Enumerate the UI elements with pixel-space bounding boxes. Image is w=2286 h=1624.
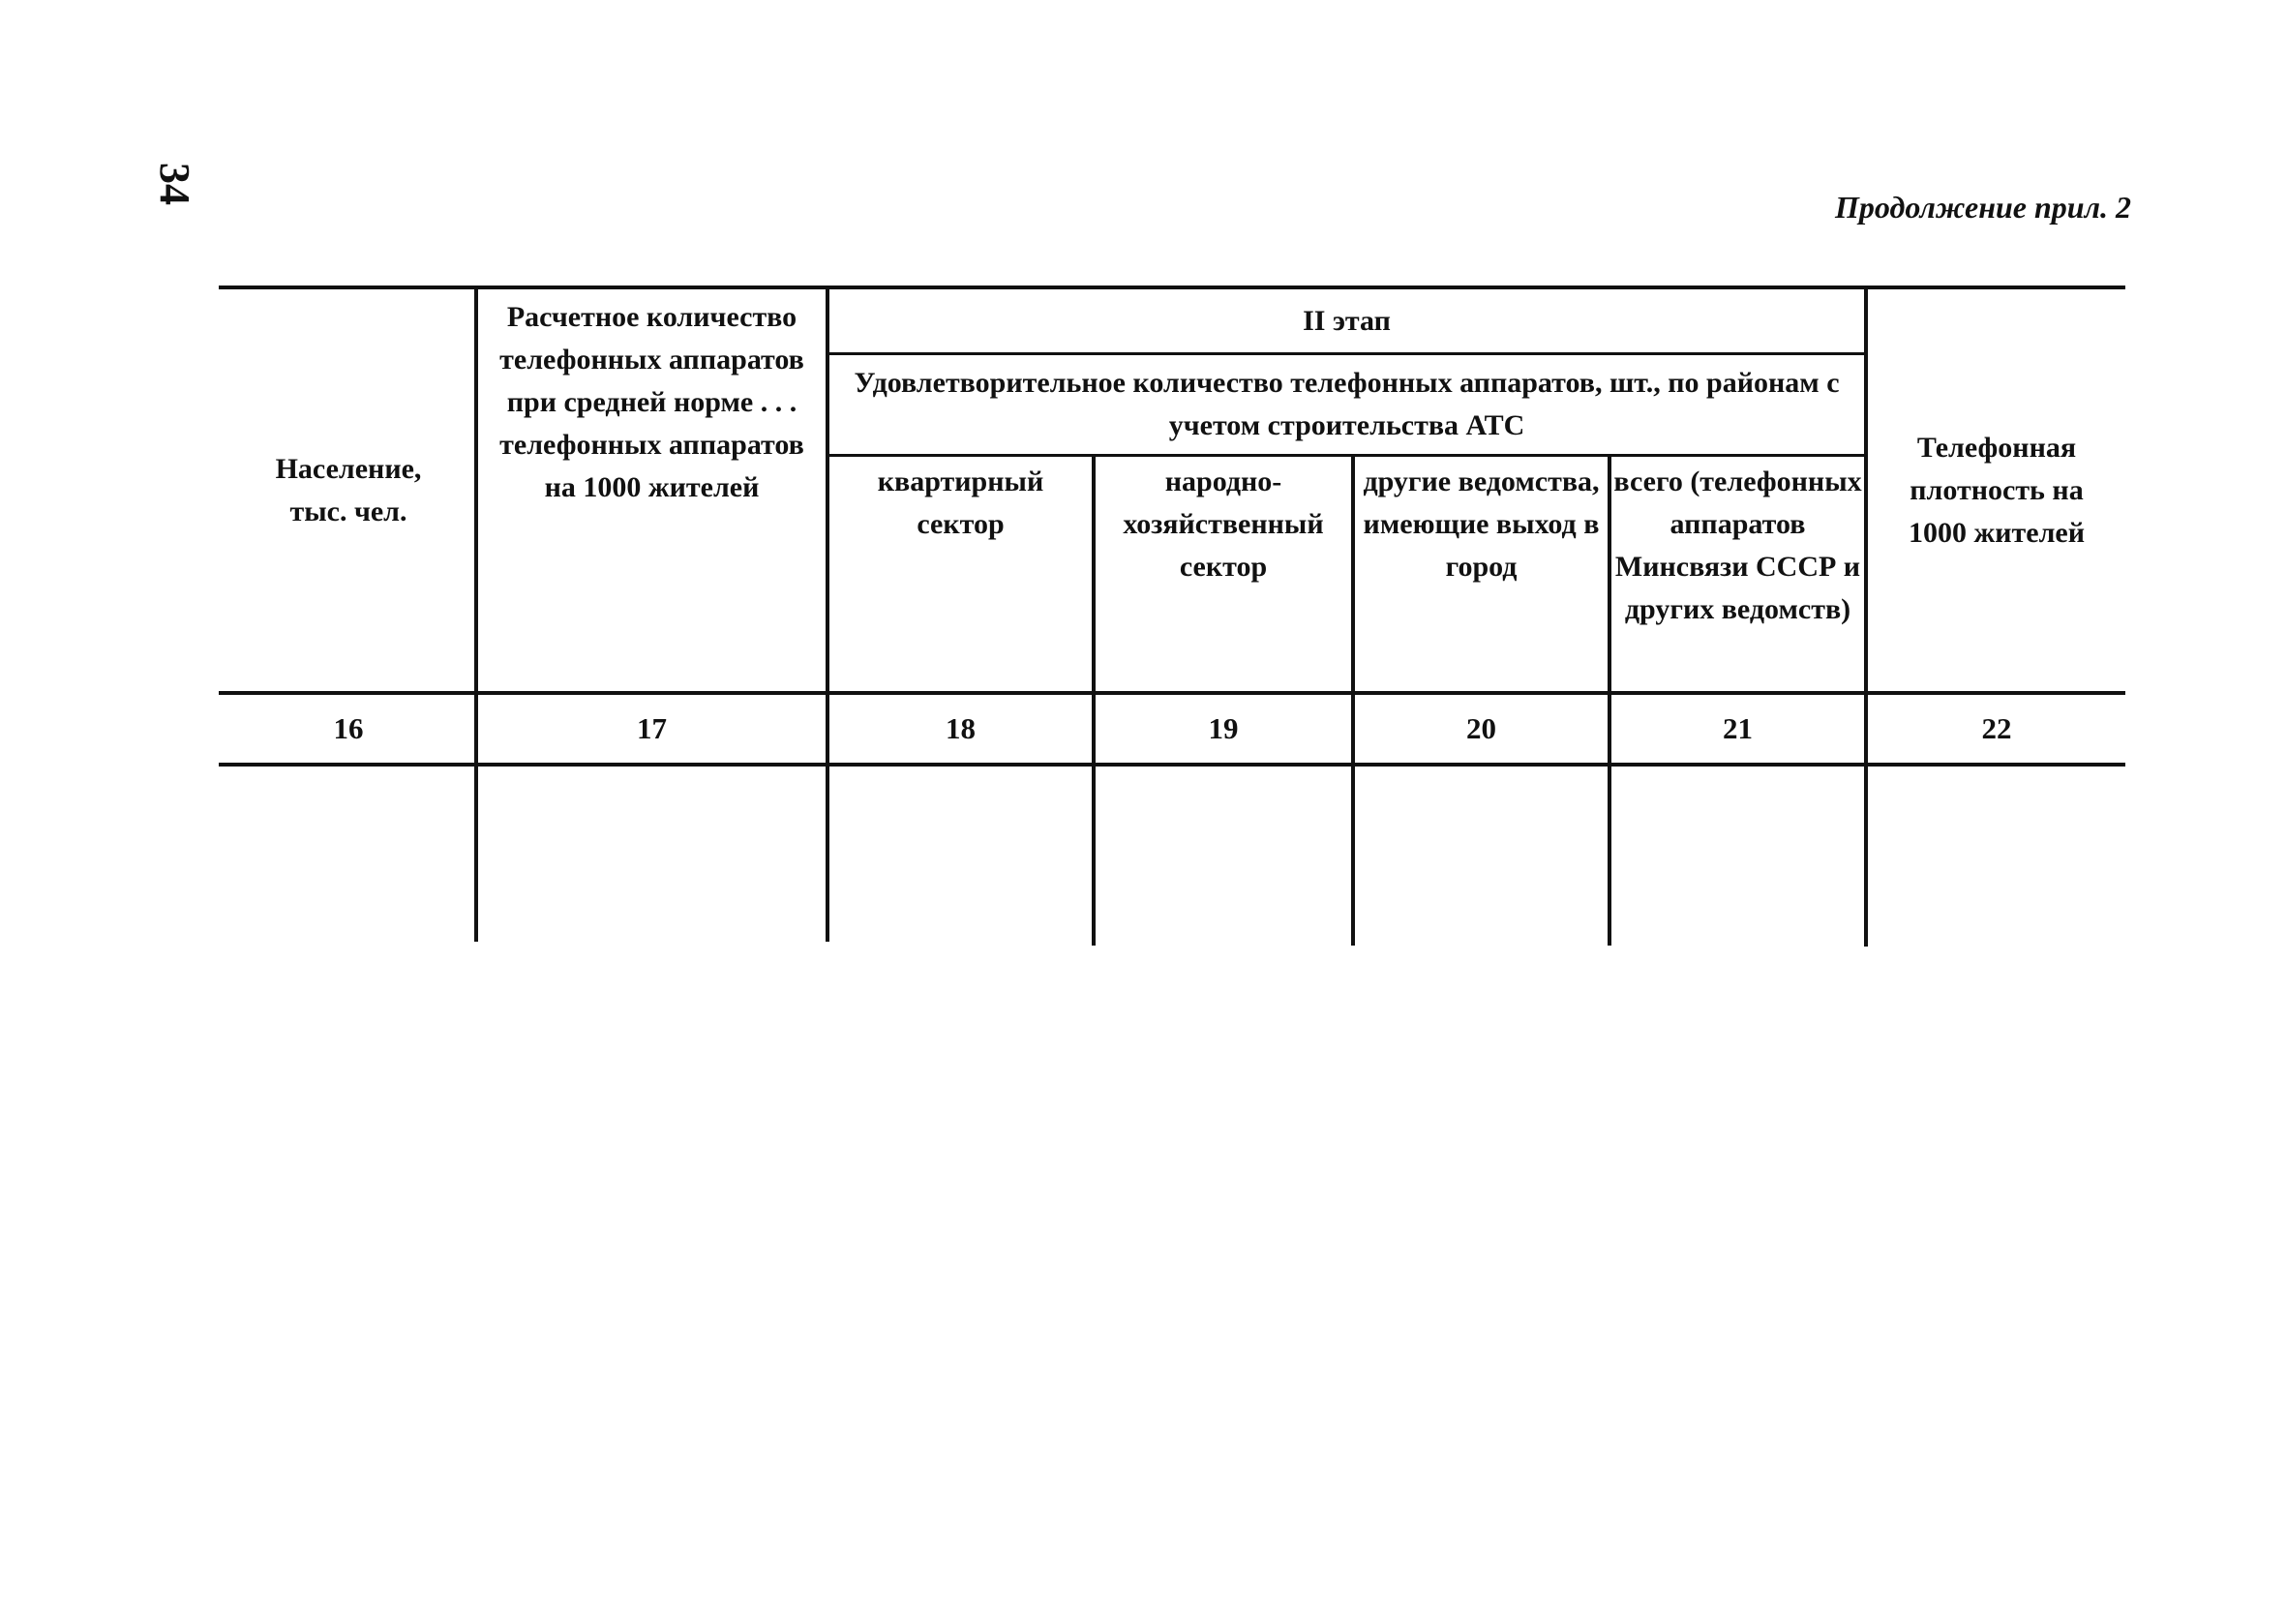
header-economic-label: народно-хозяйственный сектор bbox=[1123, 466, 1324, 583]
header-total bbox=[1611, 461, 1864, 691]
column-number-19: 19 bbox=[1208, 711, 1239, 745]
page-number: 34 bbox=[151, 163, 198, 205]
header-stage-label: II этап bbox=[1303, 305, 1391, 337]
header-total-label: всего (телефонных аппаратов Минсвязи СССР и других ведомств) bbox=[1613, 466, 1862, 625]
header-population bbox=[223, 290, 474, 691]
column-number-16: 16 bbox=[333, 711, 364, 745]
header-other-agencies-label: другие ведомства, имеющие выход в город bbox=[1363, 466, 1600, 583]
column-number-17: 17 bbox=[637, 711, 667, 745]
header-residential bbox=[829, 461, 1092, 691]
header-stage-subtitle-label: Удовлетворительное количество телефонных аппаратов, шт., по районам с учетом строительства АТС bbox=[854, 367, 1840, 441]
column-number-22: 22 bbox=[1981, 711, 2012, 745]
table-top-rule bbox=[219, 286, 2125, 289]
continuation-caption: Продолжение прил. 2 bbox=[1835, 190, 2131, 225]
header-estimated-count bbox=[478, 296, 826, 683]
header-stage bbox=[829, 290, 1864, 352]
header-estimated-count-label: Расчетное количество телефонных аппаратов при средней норме . . . телефонных аппаратов на 1000 жителей bbox=[499, 301, 804, 503]
table-body-empty bbox=[223, 767, 2125, 947]
header-density bbox=[1868, 290, 2125, 691]
header-economic bbox=[1096, 461, 1351, 691]
column-number-18: 18 bbox=[946, 711, 976, 745]
subheader-divider bbox=[827, 454, 1866, 457]
column-number-21: 21 bbox=[1723, 711, 1753, 745]
header-residential-label: квартирный сектор bbox=[877, 466, 1044, 540]
header-other-agencies bbox=[1355, 461, 1608, 691]
header-stage-subtitle bbox=[829, 355, 1864, 454]
header-population-label: Население, тыс. чел. bbox=[275, 453, 422, 527]
header-density-label: Телефонная плотность на 1000 жителей bbox=[1908, 432, 2086, 549]
column-number-20: 20 bbox=[1466, 711, 1496, 745]
